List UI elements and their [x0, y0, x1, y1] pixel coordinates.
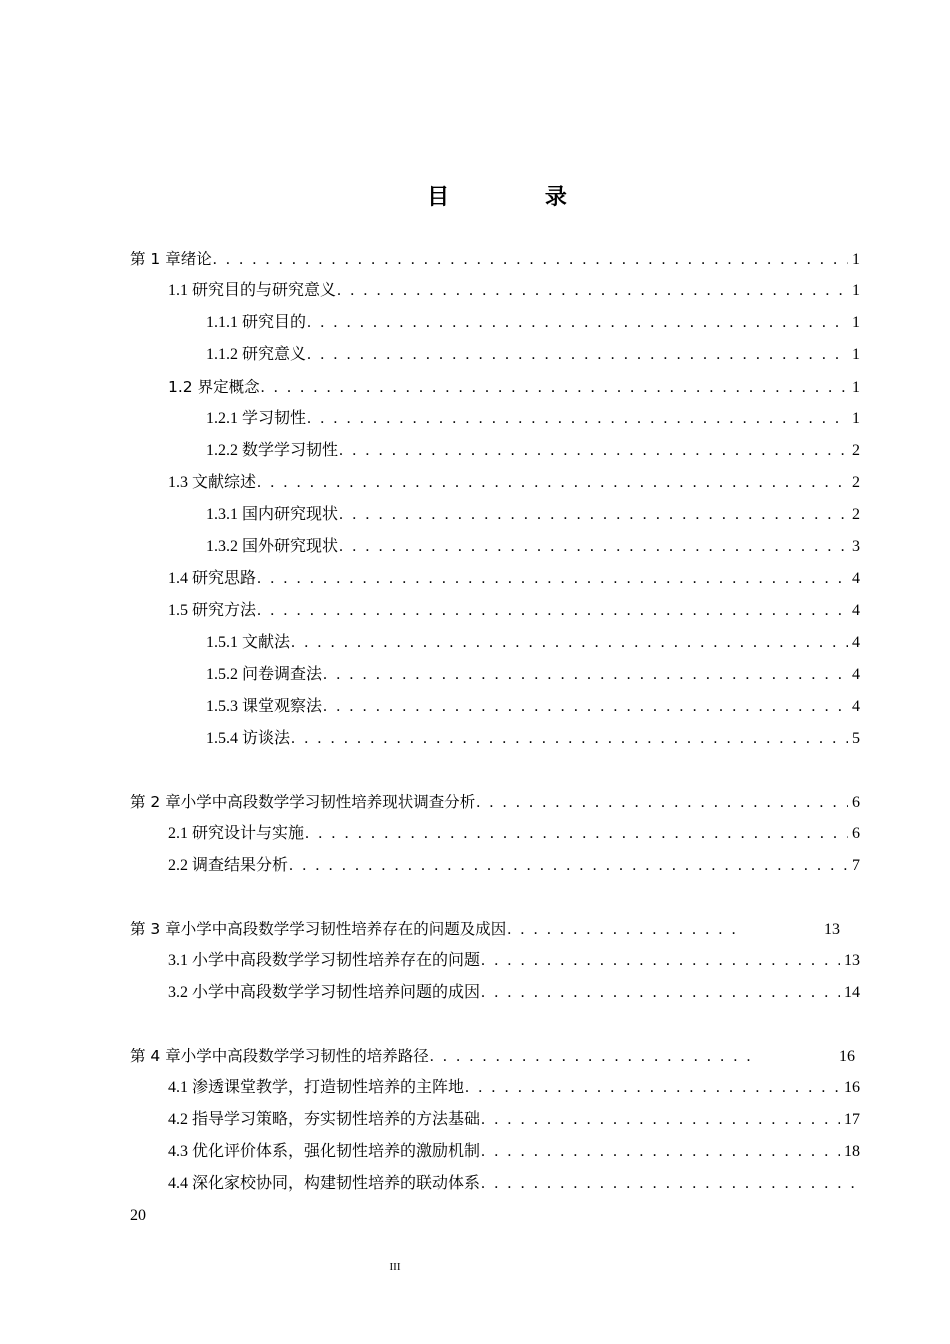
dot-leader [481, 1168, 860, 1200]
dot-leader [339, 499, 848, 531]
toc-entry-label: 第 4 章小学中高段数学学习韧性的培养路径 [130, 1047, 429, 1065]
dot-leader [339, 435, 848, 467]
toc-entry-page: 6 [852, 825, 860, 842]
toc-entry[interactable] [130, 531, 860, 563]
dot-leader [481, 945, 840, 977]
toc-entry-page: 6 [852, 794, 860, 811]
dot-leader [481, 1104, 840, 1136]
toc-entry-label: 1.2 界定概念 [168, 378, 260, 396]
toc-entry[interactable] [130, 595, 860, 627]
toc-entry-page: 16 [844, 1079, 860, 1096]
dot-leader [291, 723, 848, 755]
toc-entry-label: 1.4 研究思路 [168, 570, 257, 587]
toc-entry-page: 1 [852, 410, 860, 427]
dot-leader [323, 659, 848, 691]
toc-entry[interactable] [130, 435, 860, 467]
toc-entry-page: 3 [852, 538, 860, 555]
toc-entry-page: 16 [839, 1048, 855, 1065]
toc-entry[interactable] [130, 1104, 860, 1136]
toc-entry-page: 1 [852, 379, 860, 396]
toc-entry-label: 1.3.1 国内研究现状 [206, 506, 339, 523]
toc-entry-page: 2 [852, 506, 860, 523]
toc-entry-page: 1 [852, 251, 860, 268]
dot-leader [476, 787, 848, 819]
toc-entry-label: 1.5.4 访谈法 [206, 730, 291, 747]
dot-leader [307, 339, 848, 371]
toc-entry-label: 3.1 小学中高段数学学习韧性培养存在的问题 [168, 952, 481, 969]
toc-entry-label: 4.2 指导学习策略，夯实韧性培养的方法基础 [168, 1111, 481, 1128]
toc-entry[interactable] [130, 977, 860, 1009]
toc-entry[interactable] [130, 339, 860, 371]
toc-entry-label: 1.5 研究方法 [168, 602, 257, 619]
toc-entry-page: 7 [852, 857, 860, 874]
toc-entry[interactable] [130, 818, 860, 850]
toc-entry[interactable] [130, 691, 860, 723]
toc-entry-page: 4 [852, 666, 860, 683]
toc-entry[interactable] [130, 627, 860, 659]
dot-leader [323, 691, 848, 723]
page-title: 目 录 [427, 185, 611, 210]
toc-entry-page: 4 [852, 570, 860, 587]
toc-entry-page: 13 [844, 952, 860, 969]
toc-entry-label: 2.2 调查结果分析 [168, 857, 289, 874]
toc-entry[interactable] [130, 243, 860, 275]
dot-leader [430, 1041, 756, 1073]
dot-leader [339, 531, 848, 563]
toc-entry[interactable] [130, 563, 860, 595]
toc-entry[interactable] [130, 275, 860, 307]
toc-entry-label: 1.5.3 课堂观察法 [206, 698, 323, 715]
toc-entry[interactable] [130, 499, 860, 531]
toc-entry-label: 2.1 研究设计与实施 [168, 825, 305, 842]
toc-entry[interactable] [130, 1136, 860, 1168]
dot-leader [507, 914, 739, 946]
toc-entry-label: 1.2.1 学习韧性 [206, 410, 307, 427]
toc-entry-page: 2 [852, 442, 860, 459]
toc-entry-label: 1.3 文献综述 [168, 474, 257, 491]
toc-entry[interactable] [130, 467, 860, 499]
toc-entry[interactable] [130, 403, 860, 435]
dot-leader [307, 403, 848, 435]
dot-leader [213, 244, 848, 276]
toc-entry-label: 1.3.2 国外研究现状 [206, 538, 339, 555]
toc-entry-page: 4 [852, 698, 860, 715]
toc-entry-label: 第 2 章小学中高段数学学习韧性培养现状调查分析 [130, 793, 476, 811]
section-gap [130, 1009, 860, 1040]
dot-leader [305, 818, 848, 850]
toc-entry[interactable] [130, 659, 860, 691]
table-of-contents [130, 243, 860, 1232]
toc-entry-page: 1 [852, 314, 860, 331]
toc-entry[interactable] [130, 1040, 860, 1072]
toc-entry[interactable] [130, 371, 860, 403]
toc-entry-page: 5 [852, 730, 860, 747]
toc-entry-label: 4.1 渗透课堂教学，打造韧性培养的主阵地 [168, 1079, 465, 1096]
toc-entry[interactable] [130, 786, 860, 818]
toc-entry-label: 1.1 研究目的与研究意义 [168, 282, 337, 299]
toc-entry-page: 18 [844, 1143, 860, 1160]
toc-entry[interactable] [130, 723, 860, 755]
toc-entry-label: 第 3 章小学中高段数学学习韧性培养存在的问题及成因 [130, 920, 507, 938]
toc-entry-label: 1.1.2 研究意义 [206, 346, 307, 363]
section-gap [130, 882, 860, 913]
dot-leader [481, 1136, 840, 1168]
dot-leader [337, 275, 848, 307]
toc-entry[interactable] [130, 1168, 860, 1200]
toc-entry-page: 13 [824, 921, 840, 938]
dot-leader [289, 850, 848, 882]
toc-entry[interactable] [130, 945, 860, 977]
toc-entry-label: 1.5.1 文献法 [206, 634, 291, 651]
dot-leader [465, 1072, 840, 1104]
page-number: III [389, 1261, 401, 1273]
toc-entry[interactable] [130, 850, 860, 882]
toc-entry-page: 1 [852, 282, 860, 299]
toc-entry-page: 1 [852, 346, 860, 363]
toc-entry-label: 1.5.2 问卷调查法 [206, 666, 323, 683]
dot-leader [257, 467, 848, 499]
toc-entry-label: 1.1.1 研究目的 [206, 314, 307, 331]
dot-leader [291, 627, 848, 659]
toc-entry-page: 4 [852, 602, 860, 619]
toc-entry-page: 20 [130, 1207, 146, 1224]
toc-entry-page: 17 [844, 1111, 860, 1128]
toc-entry-page: 4 [852, 634, 860, 651]
toc-entry-label: 1.2.2 数学学习韧性 [206, 442, 339, 459]
toc-entry-label: 3.2 小学中高段数学学习韧性培养问题的成因 [168, 984, 481, 1001]
toc-entry-page: 2 [852, 474, 860, 491]
toc-entry-page: 14 [844, 984, 860, 1001]
dot-leader [481, 977, 840, 1009]
toc-entry[interactable] [130, 913, 860, 945]
toc-entry-label: 第 1 章绪论 [130, 250, 212, 268]
section-gap [130, 755, 860, 786]
dot-leader [307, 307, 848, 339]
dot-leader [257, 563, 848, 595]
dot-leader [257, 595, 848, 627]
toc-entry-label: 4.3 优化评价体系，强化韧性培养的激励机制 [168, 1143, 481, 1160]
toc-entry[interactable] [130, 307, 860, 339]
toc-entry-label: 4.4 深化家校协同，构建韧性培养的联动体系 [168, 1175, 481, 1192]
toc-entry[interactable] [130, 1072, 860, 1104]
dot-leader [261, 372, 848, 404]
